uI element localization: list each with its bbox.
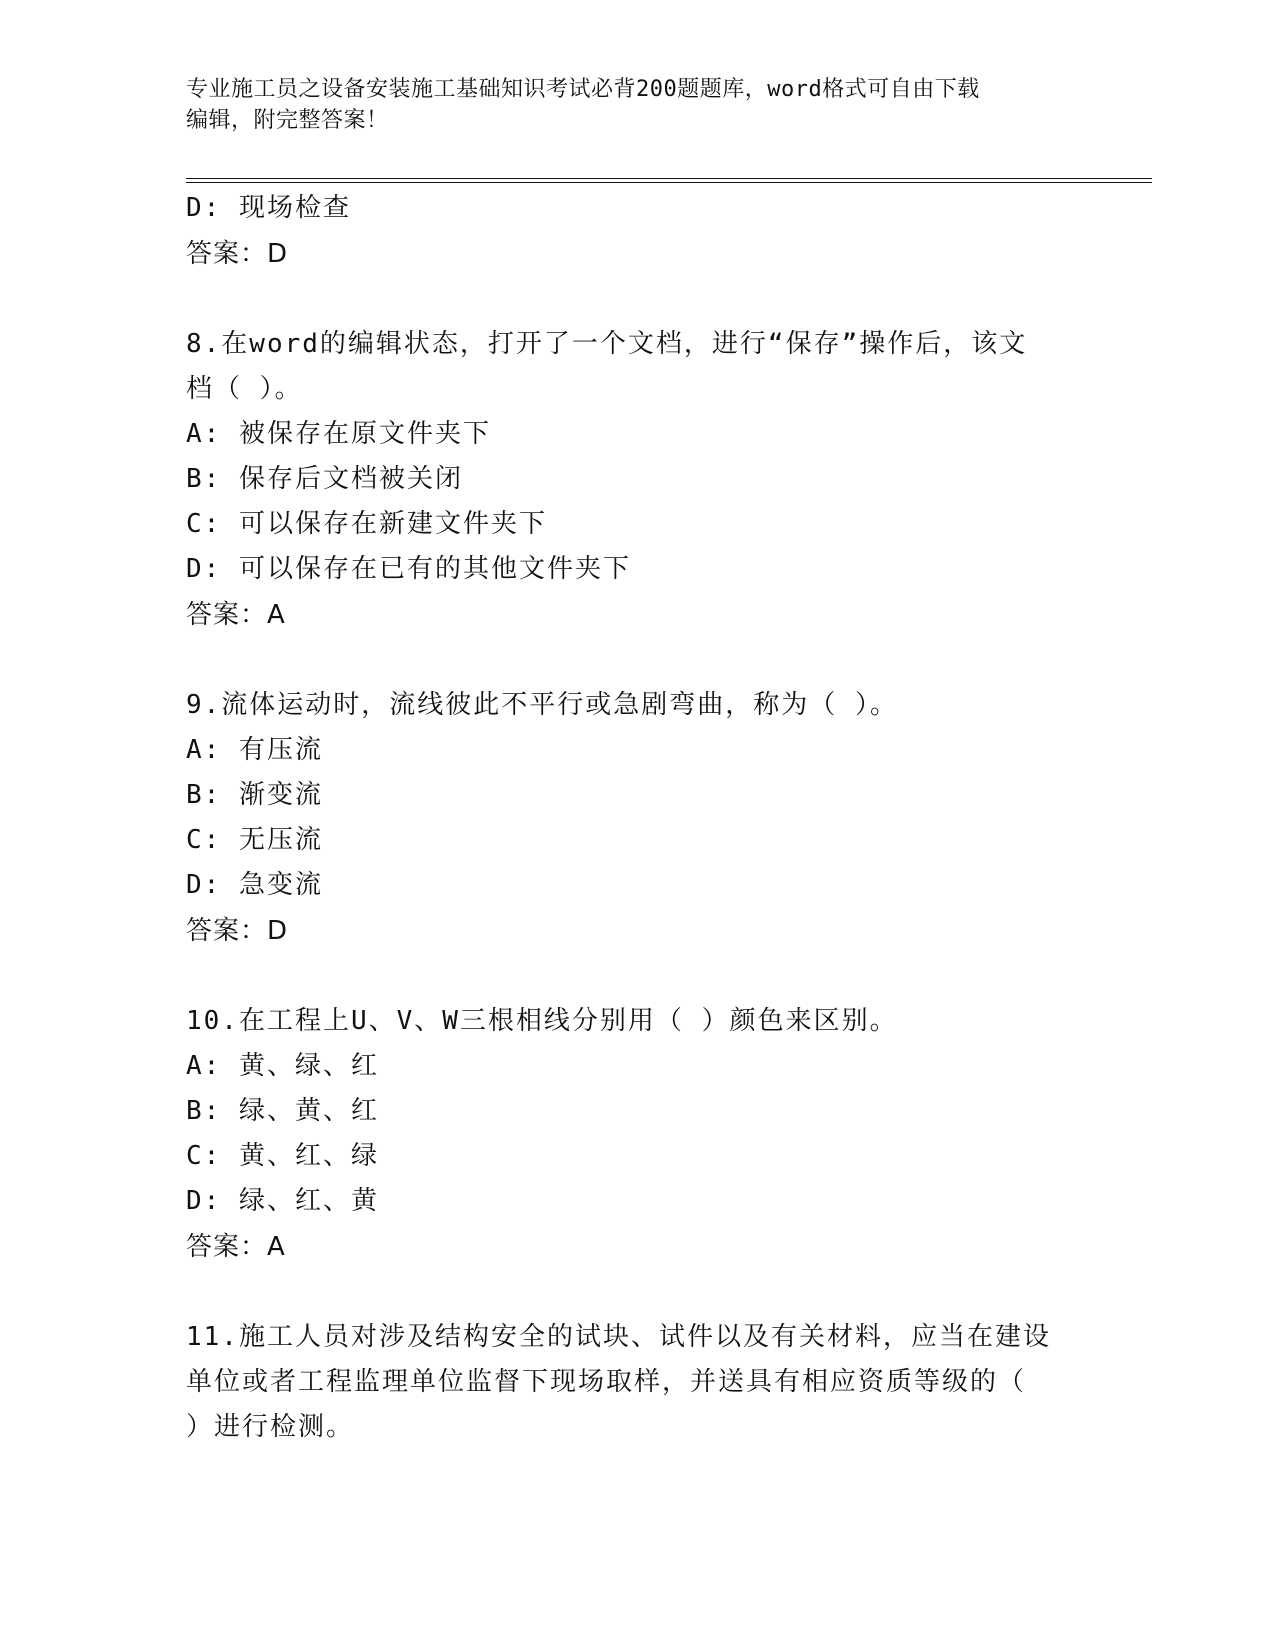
header-rule-bottom xyxy=(186,182,1152,183)
document-header xyxy=(186,74,1066,136)
header-title-line-2: 编辑，附完整答案！ xyxy=(186,108,389,133)
spacer xyxy=(186,277,1086,322)
option-c: C: 黄、红、绿 xyxy=(186,1141,379,1171)
option-a: A: 被保存在原文件夹下 xyxy=(186,419,491,449)
question-9 xyxy=(186,683,1086,954)
question-8 xyxy=(186,322,1086,638)
question-text-line-1: 11.施工人员对涉及结构安全的试块、试件以及有关材料，应当在建设 xyxy=(186,1322,1051,1352)
header-title-line-1: 专业施工员之设备安装施工基础知识考试必背200题题库，word格式可自由下载 xyxy=(186,77,980,102)
option-d: D: 绿、红、黄 xyxy=(186,1186,379,1216)
spacer xyxy=(186,1270,1086,1315)
option-c: C: 可以保存在新建文件夹下 xyxy=(186,509,547,539)
answer: 答案：A xyxy=(186,1232,286,1262)
option-d: D: 现场检查 xyxy=(186,193,351,223)
question-text-line-3: ）进行检测。 xyxy=(186,1412,355,1442)
answer: 答案：D xyxy=(186,916,289,946)
header-rule-top xyxy=(186,178,1152,179)
answer: 答案：A xyxy=(186,600,286,630)
option-b: B: 绿、黄、红 xyxy=(186,1096,379,1126)
option-b: B: 保存后文档被关闭 xyxy=(186,464,463,494)
option-d: D: 可以保存在已有的其他文件夹下 xyxy=(186,554,631,584)
question-10 xyxy=(186,999,1086,1270)
option-c: C: 无压流 xyxy=(186,825,323,855)
question-text-line-1: 8.在word的编辑状态，打开了一个文档，进行“保存”操作后，该文 xyxy=(186,329,1028,359)
question-text-line-1: 9.流体运动时，流线彼此不平行或急剧弯曲，称为（ ）。 xyxy=(186,690,898,720)
option-d: D: 急变流 xyxy=(186,870,323,900)
question-11 xyxy=(186,1315,1086,1450)
question-text-line-1: 10.在工程上U、V、W三根相线分别用（ ）颜色来区别。 xyxy=(186,1006,898,1036)
question-7-tail xyxy=(186,186,1086,277)
spacer xyxy=(186,954,1086,999)
question-list xyxy=(186,186,1086,1450)
option-b: B: 渐变流 xyxy=(186,780,323,810)
answer: 答案：D xyxy=(186,239,289,269)
option-a: A: 黄、绿、红 xyxy=(186,1051,379,1081)
question-text-line-2: 档（ ）。 xyxy=(186,374,303,404)
question-text-line-2: 单位或者工程监理单位监督下现场取样，并送具有相应资质等级的（ xyxy=(186,1367,1027,1397)
option-a: A: 有压流 xyxy=(186,735,323,765)
spacer xyxy=(186,638,1086,683)
